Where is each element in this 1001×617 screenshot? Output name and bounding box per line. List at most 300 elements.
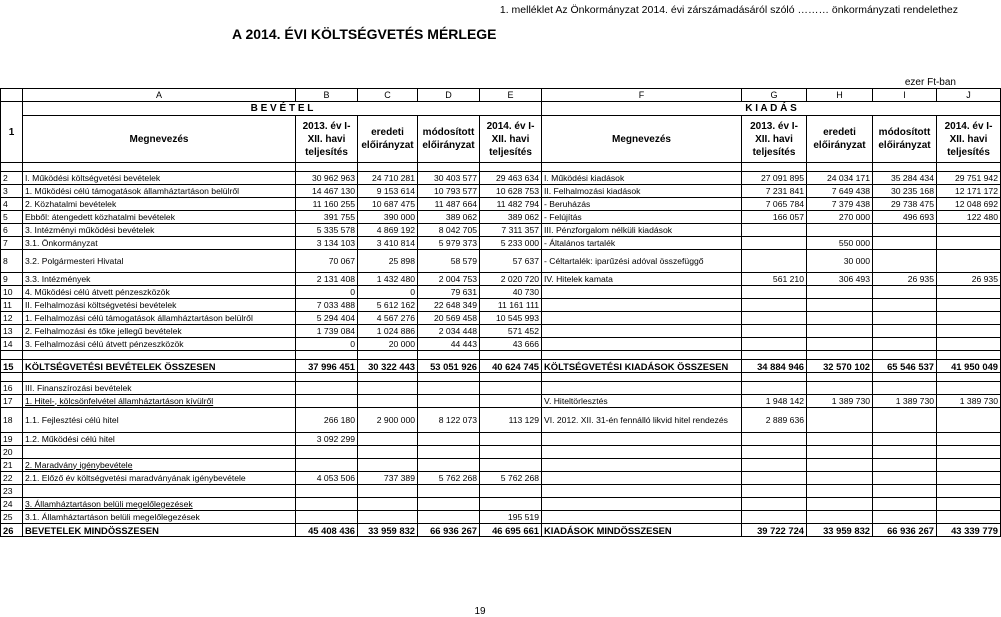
table-cell <box>742 485 807 498</box>
table-cell <box>937 446 1001 459</box>
table-cell: 11 487 664 <box>418 198 480 211</box>
table-row <box>1 382 1001 395</box>
table-row <box>1 446 1001 459</box>
table-cell <box>873 433 937 446</box>
table-cell: 4 053 506 <box>296 472 358 485</box>
table-cell: 7 065 784 <box>742 198 807 211</box>
table-row <box>1 185 1001 198</box>
table-cell <box>807 312 873 325</box>
table-cell: 5 <box>1 211 23 224</box>
table-cell <box>23 446 296 459</box>
table-row <box>1 325 1001 338</box>
table-row <box>1 472 1001 485</box>
table-cell: A <box>23 89 296 102</box>
table-cell <box>807 511 873 524</box>
table-cell: 24 <box>1 498 23 511</box>
table-cell: B <box>296 89 358 102</box>
table-cell: 4 869 192 <box>358 224 418 237</box>
page-number: 19 <box>474 606 486 617</box>
table-cell <box>807 433 873 446</box>
table-cell: 26 <box>1 524 23 537</box>
table-cell: 2014. év I-XII. havi teljesítés <box>937 116 1001 163</box>
table-cell: 7 379 438 <box>807 198 873 211</box>
table-cell: - Felújítás <box>542 211 742 224</box>
table-cell: 14 <box>1 338 23 351</box>
table-cell: 12 171 172 <box>937 185 1001 198</box>
table-cell: 2 131 408 <box>296 273 358 286</box>
table-cell: 22 <box>1 472 23 485</box>
table-cell <box>873 237 937 250</box>
table-row <box>1 286 1001 299</box>
table-cell <box>480 459 542 472</box>
table-cell: 0 <box>296 286 358 299</box>
table-row <box>1 273 1001 286</box>
table-cell: 24 034 171 <box>807 172 873 185</box>
table-cell: 2013. év I-XII. havi teljesítés <box>742 116 807 163</box>
table-cell: 1 432 480 <box>358 273 418 286</box>
table-cell: módosított előirányzat <box>418 116 480 163</box>
table-cell <box>296 459 358 472</box>
table-cell: 26 935 <box>937 273 1001 286</box>
table-cell <box>418 511 480 524</box>
table-cell: Megnevezés <box>542 116 742 163</box>
table-cell: 1. Felhalmozási célú támogatások államháztartáson belülről <box>23 312 296 325</box>
table-cell: 2 900 000 <box>358 408 418 433</box>
table-cell <box>873 299 937 312</box>
table-cell: 11 161 111 <box>480 299 542 312</box>
table-cell <box>480 373 542 382</box>
table-cell <box>23 485 296 498</box>
table-cell: 10 793 577 <box>418 185 480 198</box>
table-cell: 3 134 103 <box>296 237 358 250</box>
table-cell: K I A D Á S <box>542 102 1001 116</box>
spacer-row <box>1 351 1001 360</box>
table-cell: 7 033 488 <box>296 299 358 312</box>
table-cell: 35 284 434 <box>873 172 937 185</box>
table-cell: eredeti előirányzat <box>807 116 873 163</box>
table-cell: 25 <box>1 511 23 524</box>
table-cell <box>418 163 480 172</box>
table-cell <box>873 498 937 511</box>
table-cell <box>542 485 742 498</box>
table-cell: 3 410 814 <box>358 237 418 250</box>
table-cell: 16 <box>1 382 23 395</box>
table-cell: 1 024 886 <box>358 325 418 338</box>
table-cell <box>1 163 23 172</box>
table-cell <box>742 237 807 250</box>
table-cell <box>937 286 1001 299</box>
table-cell <box>873 351 937 360</box>
table-cell <box>807 459 873 472</box>
table-cell <box>742 163 807 172</box>
table-cell: 113 129 <box>480 408 542 433</box>
page-title: A 2014. ÉVI KÖLTSÉGVETÉS MÉRLEGE <box>232 26 497 42</box>
table-cell <box>418 498 480 511</box>
table-cell: H <box>807 89 873 102</box>
table-cell <box>542 338 742 351</box>
table-cell: 2.1. Előző év költségvetési maradványának igénybevétele <box>23 472 296 485</box>
table-cell: 24 710 281 <box>358 172 418 185</box>
table-cell: eredeti előirányzat <box>358 116 418 163</box>
table-row <box>1 250 1001 273</box>
table-cell <box>742 459 807 472</box>
table-cell: 23 <box>1 485 23 498</box>
table-cell: 53 051 926 <box>418 360 480 373</box>
table-cell <box>296 485 358 498</box>
table-row <box>1 408 1001 433</box>
table-cell: 0 <box>296 338 358 351</box>
table-cell <box>937 485 1001 498</box>
table-cell: 40 624 745 <box>480 360 542 373</box>
table-cell: 39 722 724 <box>742 524 807 537</box>
table-cell: 3.1. Államháztartáson belüli megelőlegezések <box>23 511 296 524</box>
table-cell: 1.2. Működési célú hitel <box>23 433 296 446</box>
table-cell <box>742 498 807 511</box>
table-cell: 5 979 373 <box>418 237 480 250</box>
table-cell: 65 546 537 <box>873 360 937 373</box>
table-cell <box>480 498 542 511</box>
table-cell <box>542 433 742 446</box>
table-cell <box>873 250 937 273</box>
table-cell: 27 091 895 <box>742 172 807 185</box>
column-letter-row <box>1 89 1001 102</box>
table-cell <box>358 382 418 395</box>
table-cell: 3.2. Polgármesteri Hivatal <box>23 250 296 273</box>
table-cell: 571 452 <box>480 325 542 338</box>
table-cell <box>937 224 1001 237</box>
table-cell <box>296 373 358 382</box>
table-cell: 2. Felhalmozási és tőke jellegű bevételek <box>23 325 296 338</box>
table-cell <box>937 408 1001 433</box>
table-cell <box>742 511 807 524</box>
table-cell: 0 <box>358 286 418 299</box>
table-cell <box>873 338 937 351</box>
table-cell: 3.1. Önkormányzat <box>23 237 296 250</box>
table-cell <box>1 373 23 382</box>
table-row <box>1 360 1001 373</box>
table-cell <box>937 299 1001 312</box>
table-cell <box>807 382 873 395</box>
table-cell: 30 000 <box>807 250 873 273</box>
table-cell: KÖLTSÉGVETÉSI BEVÉTELEK ÖSSZESEN <box>23 360 296 373</box>
table-cell <box>873 511 937 524</box>
table-row <box>1 511 1001 524</box>
table-cell <box>418 382 480 395</box>
table-cell <box>807 299 873 312</box>
table-cell: 2014. év I-XII. havi teljesítés <box>480 116 542 163</box>
table-cell <box>358 163 418 172</box>
table-cell <box>358 446 418 459</box>
table-cell: 1 389 730 <box>807 395 873 408</box>
table-cell: 11 160 255 <box>296 198 358 211</box>
table-cell: 20 000 <box>358 338 418 351</box>
table-cell: 2. Közhatalmi bevételek <box>23 198 296 211</box>
table-cell: 389 062 <box>418 211 480 224</box>
table-cell <box>873 485 937 498</box>
table-cell: 22 648 349 <box>418 299 480 312</box>
table-cell: 30 235 168 <box>873 185 937 198</box>
table-cell: Ebből: átengedett közhatalmi bevételek <box>23 211 296 224</box>
table-cell <box>937 338 1001 351</box>
table-cell <box>742 472 807 485</box>
table-cell: 21 <box>1 459 23 472</box>
table-cell: 43 339 779 <box>937 524 1001 537</box>
table-cell: 4. Működési célú átvett pénzeszközök <box>23 286 296 299</box>
unit-label: ezer Ft-ban <box>904 77 956 88</box>
table-cell <box>480 485 542 498</box>
table-cell: 17 <box>1 395 23 408</box>
table-cell: F <box>542 89 742 102</box>
table-row <box>1 459 1001 472</box>
table-cell <box>873 459 937 472</box>
table-cell: I. Működési költségvetési bevételek <box>23 172 296 185</box>
table-cell <box>542 299 742 312</box>
table-cell: 2 020 720 <box>480 273 542 286</box>
table-cell: 3 <box>1 185 23 198</box>
table-cell: 18 <box>1 408 23 433</box>
table-cell <box>296 163 358 172</box>
table-cell: 195 519 <box>480 511 542 524</box>
table-cell: 1. Működési célú támogatások államháztartáson belülről <box>23 185 296 198</box>
table-cell: 19 <box>1 433 23 446</box>
table-cell: 20 569 458 <box>418 312 480 325</box>
section-label-row <box>1 102 1001 116</box>
table-cell: 32 570 102 <box>807 360 873 373</box>
table-cell <box>418 433 480 446</box>
table-cell: 33 959 832 <box>807 524 873 537</box>
table-cell <box>807 163 873 172</box>
table-cell <box>418 459 480 472</box>
table-cell: 5 233 000 <box>480 237 542 250</box>
table-cell: 29 463 634 <box>480 172 542 185</box>
table-row <box>1 485 1001 498</box>
table-cell <box>742 299 807 312</box>
table-cell: 737 389 <box>358 472 418 485</box>
table-cell <box>742 286 807 299</box>
table-cell: 10 628 753 <box>480 185 542 198</box>
table-cell: 8 <box>1 250 23 273</box>
table-cell <box>807 472 873 485</box>
table-cell <box>937 237 1001 250</box>
table-cell <box>873 286 937 299</box>
table-cell: 37 996 451 <box>296 360 358 373</box>
table-cell <box>807 446 873 459</box>
table-cell <box>358 498 418 511</box>
table-cell: 10 687 475 <box>358 198 418 211</box>
table-row <box>1 172 1001 185</box>
table-cell <box>296 498 358 511</box>
table-cell: 3.3. Intézmények <box>23 273 296 286</box>
table-cell: 70 067 <box>296 250 358 273</box>
table-cell <box>807 498 873 511</box>
table-cell <box>480 446 542 459</box>
table-cell: 7 649 438 <box>807 185 873 198</box>
table-cell <box>418 485 480 498</box>
table-cell <box>937 511 1001 524</box>
table-cell: 11 <box>1 299 23 312</box>
table-cell <box>807 351 873 360</box>
table-cell <box>937 472 1001 485</box>
table-cell <box>807 338 873 351</box>
table-cell: III. Pénzforgalom nélküli kiadások <box>542 224 742 237</box>
table-cell: 8 122 073 <box>418 408 480 433</box>
table-cell <box>742 325 807 338</box>
table-cell <box>873 312 937 325</box>
table-cell: II. Felhalmozási kiadások <box>542 185 742 198</box>
table-cell: 5 294 404 <box>296 312 358 325</box>
table-cell <box>418 351 480 360</box>
table-cell <box>296 395 358 408</box>
table-cell <box>873 224 937 237</box>
table-row <box>1 524 1001 537</box>
table-cell <box>873 382 937 395</box>
table-row <box>1 299 1001 312</box>
table-cell <box>542 382 742 395</box>
table-row <box>1 395 1001 408</box>
table-cell <box>873 472 937 485</box>
table-cell: 5 335 578 <box>296 224 358 237</box>
balance-table <box>0 88 1001 537</box>
table-cell <box>742 224 807 237</box>
table-cell <box>742 373 807 382</box>
table-cell <box>807 224 873 237</box>
table-cell: KÖLTSÉGVETÉSI KIADÁSOK ÖSSZESEN <box>542 360 742 373</box>
table-cell: 10 <box>1 286 23 299</box>
table-cell: 14 467 130 <box>296 185 358 198</box>
table-cell: III. Finanszírozási bevételek <box>23 382 296 395</box>
table-cell: 30 322 443 <box>358 360 418 373</box>
table-cell: 1.1. Fejlesztési célú hitel <box>23 408 296 433</box>
table-cell: 12 <box>1 312 23 325</box>
table-cell <box>358 373 418 382</box>
table-cell: 2 <box>1 172 23 185</box>
table-cell: 3. Felhalmozási célú átvett pénzeszközök <box>23 338 296 351</box>
table-cell: 1 <box>1 102 23 163</box>
table-cell: 1. Hitel-, kölcsönfelvétel államháztartáson kívülről <box>23 395 296 408</box>
table-cell: 44 443 <box>418 338 480 351</box>
table-cell: 2 034 448 <box>418 325 480 338</box>
table-cell: 45 408 436 <box>296 524 358 537</box>
table-cell <box>873 446 937 459</box>
table-cell: 5 612 162 <box>358 299 418 312</box>
table-cell <box>358 395 418 408</box>
table-cell: 4 <box>1 198 23 211</box>
table-row <box>1 224 1001 237</box>
table-row <box>1 211 1001 224</box>
table-cell: 66 936 267 <box>873 524 937 537</box>
table-cell: KIADÁSOK MINDÖSSZESEN <box>542 524 742 537</box>
table-cell: BEVETELEK MINDÖSSZESEN <box>23 524 296 537</box>
table-cell: 4 567 276 <box>358 312 418 325</box>
table-cell: 266 180 <box>296 408 358 433</box>
table-cell <box>542 472 742 485</box>
table-cell: 270 000 <box>807 211 873 224</box>
spacer-row <box>1 373 1001 382</box>
table-cell: 561 210 <box>742 273 807 286</box>
table-cell <box>23 373 296 382</box>
table-cell <box>742 351 807 360</box>
table-cell: 2013. év I-XII. havi teljesítés <box>296 116 358 163</box>
table-cell: 40 730 <box>480 286 542 299</box>
table-cell <box>23 163 296 172</box>
table-cell <box>418 446 480 459</box>
table-cell <box>937 459 1001 472</box>
table-cell <box>873 325 937 338</box>
table-cell: 391 755 <box>296 211 358 224</box>
table-cell: - Általános tartalék <box>542 237 742 250</box>
table-cell <box>937 312 1001 325</box>
table-cell: C <box>358 89 418 102</box>
table-row <box>1 312 1001 325</box>
table-cell: 30 403 577 <box>418 172 480 185</box>
table-cell <box>542 459 742 472</box>
table-cell <box>23 351 296 360</box>
table-cell <box>937 433 1001 446</box>
table-cell: 8 042 705 <box>418 224 480 237</box>
table-cell: 6 <box>1 224 23 237</box>
table-cell: 20 <box>1 446 23 459</box>
table-cell: 57 637 <box>480 250 542 273</box>
table-cell <box>807 408 873 433</box>
table-cell <box>358 511 418 524</box>
table-cell: 66 936 267 <box>418 524 480 537</box>
table-cell: 3. Államháztartáson belüli megelőlegezések <box>23 498 296 511</box>
table-cell <box>480 395 542 408</box>
table-cell <box>937 250 1001 273</box>
table-cell: 46 695 661 <box>480 524 542 537</box>
table-cell <box>542 286 742 299</box>
spacer-row <box>1 163 1001 172</box>
table-cell: 2. Maradvány igénybevétele <box>23 459 296 472</box>
table-cell: 7 311 357 <box>480 224 542 237</box>
table-cell <box>480 433 542 446</box>
table-cell <box>296 446 358 459</box>
table-cell <box>542 446 742 459</box>
table-cell: 29 751 942 <box>937 172 1001 185</box>
table-cell <box>542 511 742 524</box>
table-cell: 11 482 794 <box>480 198 542 211</box>
table-cell: 306 493 <box>807 273 873 286</box>
table-cell: 41 950 049 <box>937 360 1001 373</box>
table-cell: 7 <box>1 237 23 250</box>
table-cell: 15 <box>1 360 23 373</box>
table-cell: 3 092 299 <box>296 433 358 446</box>
table-cell <box>542 163 742 172</box>
table-cell: I <box>873 89 937 102</box>
table-cell <box>873 408 937 433</box>
table-cell: G <box>742 89 807 102</box>
table-cell <box>742 250 807 273</box>
table-cell <box>542 498 742 511</box>
table-cell: 1 948 142 <box>742 395 807 408</box>
table-cell <box>742 312 807 325</box>
table-cell: 390 000 <box>358 211 418 224</box>
table-cell: 5 762 268 <box>480 472 542 485</box>
table-cell <box>480 163 542 172</box>
table-cell <box>358 433 418 446</box>
table-cell <box>480 351 542 360</box>
table-cell <box>1 351 23 360</box>
table-cell: 550 000 <box>807 237 873 250</box>
table-cell <box>937 163 1001 172</box>
table-cell <box>358 485 418 498</box>
table-cell <box>742 338 807 351</box>
table-cell <box>296 511 358 524</box>
table-cell: IV. Hitelek kamata <box>542 273 742 286</box>
table-cell <box>542 351 742 360</box>
table-cell <box>807 485 873 498</box>
table-cell: B E V É T E L <box>23 102 542 116</box>
